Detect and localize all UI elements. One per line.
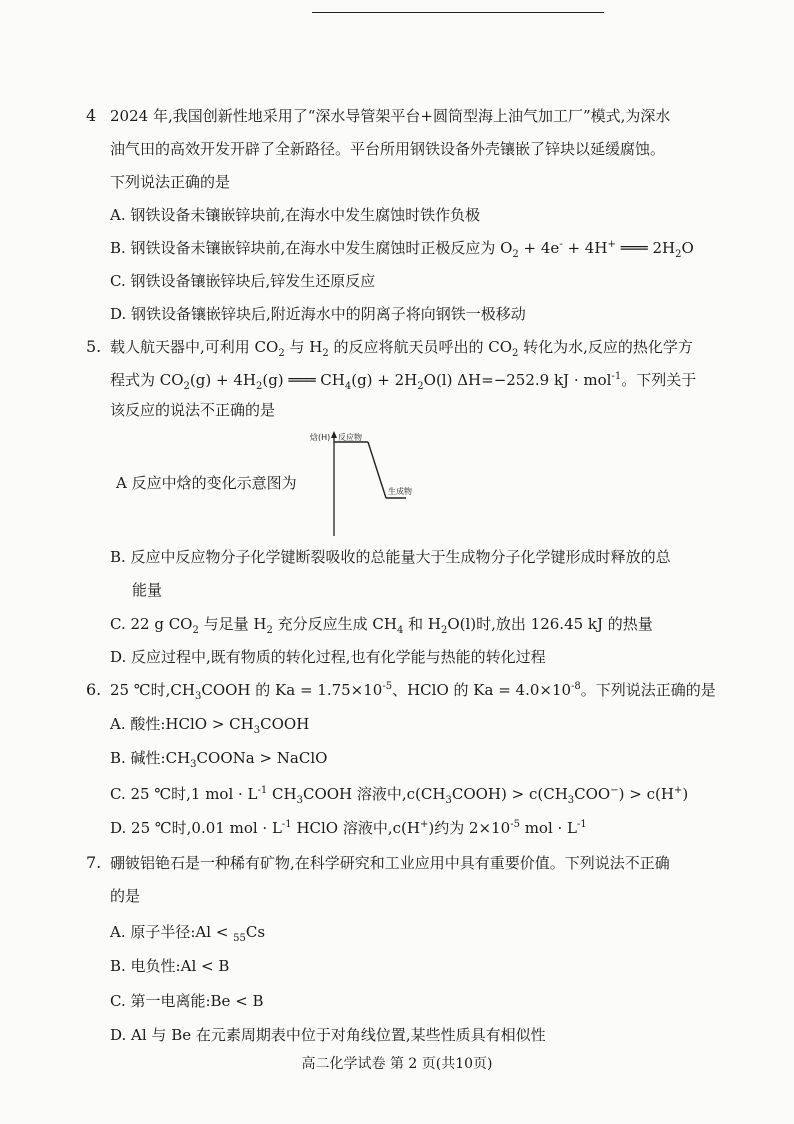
question-4-number: 4 [86,106,97,125]
question-6-option-b: B. 碱性$:CH_3COONa$ > NaClO [110,749,328,770]
question-6-option-d: D. 25 ℃时,0.01 mol · $L^{-1}$ HClO 溶液中,c(H+)约为 $2\times 10^{-5}$ mol · $L^{-1}$ [110,819,587,837]
question-7-option-d: D. Al 与 Be 在元素周期表中位于对角线位置,某些性质具有相似性 [110,1026,546,1044]
question-4-stem-line-1: 2024 年,我国创新性地采用了“深水导管架平台+圆筒型海上油气加工厂”模式,为深水 [110,107,671,125]
question-7-option-b: B. 电负性:Al < B [110,957,230,975]
question-5-stem-line-2: 程式为 $CO_2(g) + 4H_2(g)$ ═══ $CH_4(g) + 2H_2O(l)$ ΔH=−252.9 kJ · mol$^{-1}$。下列关于 [110,371,697,392]
question-6-number: 6. [86,680,102,699]
arrow-up-icon [331,431,337,438]
question-4-option-d: D. 钢铁设备镶嵌锌块后,附近海水中的阴离子将向钢铁一极移动 [110,305,526,323]
question-4-option-b: B. 钢铁设备未镶嵌锌块前,在海水中发生腐蚀时正极反应为 $O_2 + 4e^- + 4H^+$ ═══ $2H_2O$ [110,239,694,260]
question-4-stem-line-2: 油气田的高效开发开辟了全新路径。平台所用钢铁设备外壳镶嵌了锌块以延缓腐蚀。 [110,140,666,158]
question-5-option-a: A 反应中焓的变化示意图为 [116,474,297,492]
question-5-number: 5. [86,337,102,356]
question-4-option-a: A. 钢铁设备未镶嵌锌块前,在海水中发生腐蚀时铁作负极 [110,206,481,224]
transition-line [368,442,386,498]
page-footer: 高二化学试卷 第 2 页(共10页) [301,1056,493,1072]
header-rule [312,12,604,13]
question-5-stem-line-3: 该反应的说法不正确的是 [110,401,276,419]
question-6-stem: 25 ℃时$,CH_3COOH$ 的 $Ka = 1.75\times 10^{-5}$、HClO 的 $Ka = 4.0\times 10^{-8}$。下列说法正确的是 [110,681,716,702]
question-6-option-c: C. 25 ℃时,1 mol · $L^{-1}$ $CH_3COOH$ 溶液中$,c(CH_3COOH) > c(CH_3COO^-) > c(H^+)$ [110,785,689,806]
reactant-label: 反应物 [338,433,362,442]
enthalpy-axis-label: 焓(H) [310,433,331,442]
question-7-option-c: C. 第一电离能:Be < B [110,992,264,1010]
question-5-option-b-line-1: B. 反应中反应物分子化学键断裂吸收的总能量大于生成物分子化学键形成时释放的总 [110,548,671,566]
question-6-option-a: A. 酸性:HClO > $CH_3COOH$ [110,715,310,736]
question-5-option-c: C. 22 g $CO_2$ 与足量 $H_2$ 充分反应生成 $CH_4$ 和 $H_2O(l)$时,放出 126.45 kJ 的热量 [110,615,653,636]
question-5-option-d: D. 反应过程中,既有物质的转化过程,也有化学能与热能的转化过程 [110,648,546,666]
question-7-stem-line-1: 硼铍铝铯石是一种稀有矿物,在科学研究和工业应用中具有重要价值。下列说法不正确 [110,854,670,872]
enthalpy-diagram [310,428,420,538]
question-4-option-c: C. 钢铁设备镶嵌锌块后,锌发生还原反应 [110,272,376,290]
question-4-stem-line-3: 下列说法正确的是 [110,173,231,191]
product-label: 生成物 [388,487,412,496]
question-5-option-b-line-2: 能量 [132,581,163,599]
question-7-number: 7. [86,853,102,872]
question-7-stem-line-2: 的是 [110,887,141,905]
question-7-option-a: A. 原子半径:Al < $_{55}$Cs [110,923,266,944]
question-5-stem-line-1: 载人航天器中,可利用 $CO_2$ 与 $H_2$ 的反应将航天员呼出的 $CO_2$ 转化为水,反应的热化学方 [110,338,693,359]
